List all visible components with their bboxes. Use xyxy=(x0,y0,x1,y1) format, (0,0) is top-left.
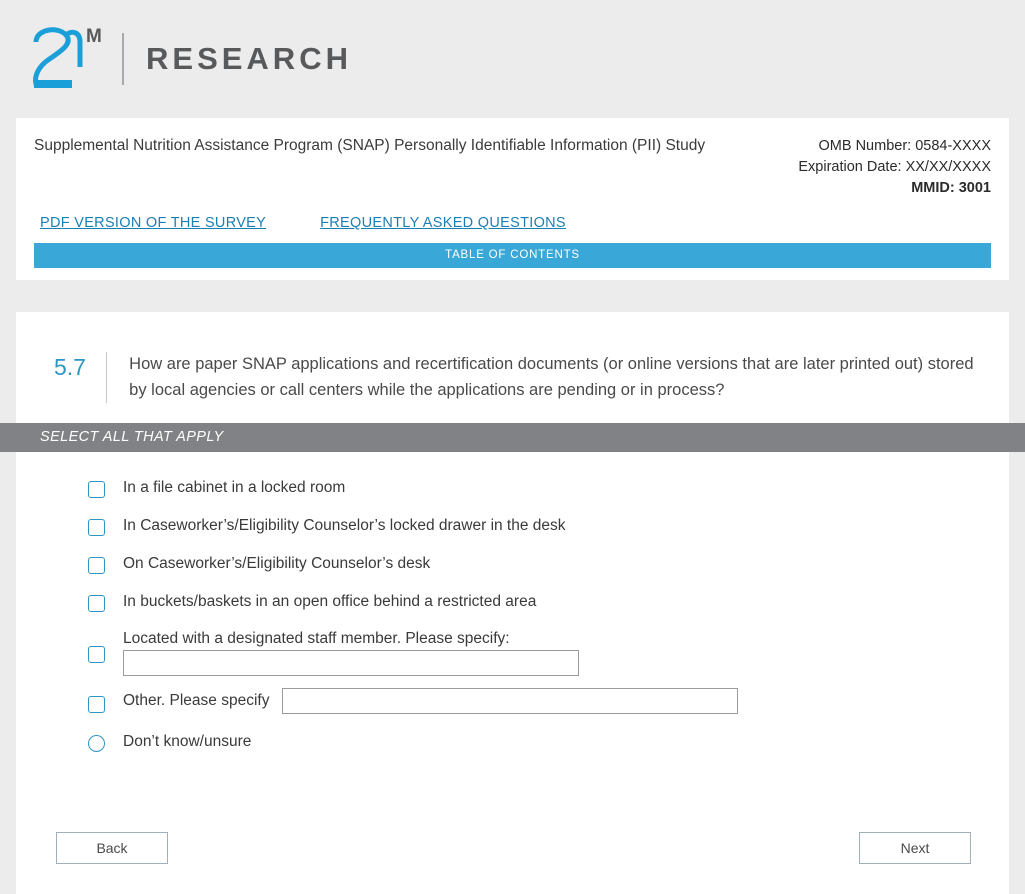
navigation-row xyxy=(16,770,1009,864)
checkbox-locked-room[interactable] xyxy=(88,481,105,498)
option-row[interactable] xyxy=(16,688,1009,732)
survey-header-panel xyxy=(16,118,1009,280)
option-label: Other. Please specify xyxy=(123,691,270,709)
omb-info xyxy=(798,136,991,199)
next-button[interactable]: Next xyxy=(859,832,971,864)
checkbox-locked-drawer[interactable] xyxy=(88,519,105,536)
expiration-date: Expiration Date: XX/XX/XXXX xyxy=(798,159,991,176)
checkbox-buckets-baskets[interactable] xyxy=(88,595,105,612)
question-header xyxy=(16,312,1009,423)
table-of-contents-button[interactable]: TABLE OF CONTENTS xyxy=(34,243,991,268)
brand-wordmark: RESEARCH xyxy=(146,41,352,76)
svg-text:M: M xyxy=(86,26,102,47)
option-label: On Caseworker’s/Eligibility Counselor’s desk xyxy=(123,555,431,573)
question-text: How are paper SNAP applications and recertification documents (or online versions that are later printed out) stored by local agencies or call centers while the applications are pending or in process? xyxy=(129,355,974,399)
header-links xyxy=(34,215,991,231)
option-label: Don’t know/unsure xyxy=(123,733,252,751)
option-label: Located with a designated staff member. Please specify: xyxy=(123,630,510,648)
checkbox-on-desk[interactable] xyxy=(88,557,105,574)
checkbox-designated-staff[interactable] xyxy=(88,646,105,663)
option-row[interactable] xyxy=(16,592,1009,630)
other-specify-input[interactable] xyxy=(282,688,738,714)
option-label: In Caseworker’s/Eligibility Counselor’s locked drawer in the desk xyxy=(123,517,566,535)
logo-divider xyxy=(122,33,124,85)
question-divider xyxy=(106,352,107,403)
option-label: In buckets/baskets in an open office behind a restricted area xyxy=(123,593,537,611)
mmid: MMID: 3001 xyxy=(911,180,991,197)
select-all-instruction: SELECT ALL THAT APPLY xyxy=(0,423,1025,452)
study-title: Supplemental Nutrition Assistance Program (SNAP) Personally Identifiable Information (PII) Study xyxy=(34,137,706,154)
option-row[interactable] xyxy=(16,516,1009,554)
question-number: 5.7 xyxy=(54,354,86,381)
option-row[interactable] xyxy=(16,554,1009,592)
2m-logo-icon xyxy=(22,22,108,96)
option-label: In a file cabinet in a locked room xyxy=(123,479,346,497)
radio-dont-know[interactable] xyxy=(88,735,105,752)
option-row[interactable] xyxy=(16,732,1009,770)
question-panel xyxy=(16,312,1009,894)
pdf-version-link[interactable]: PDF VERSION OF THE SURVEY xyxy=(40,215,267,232)
option-row[interactable] xyxy=(16,478,1009,516)
faq-link[interactable]: FREQUENTLY ASKED QUESTIONS xyxy=(320,215,566,232)
option-row[interactable] xyxy=(16,630,1009,688)
back-button[interactable]: Back xyxy=(56,832,168,864)
checkbox-other[interactable] xyxy=(88,696,105,713)
brand-header xyxy=(0,0,1025,118)
options-list xyxy=(16,452,1009,770)
designated-staff-specify-input[interactable] xyxy=(123,650,579,676)
omb-number: OMB Number: 0584-XXXX xyxy=(818,138,991,154)
